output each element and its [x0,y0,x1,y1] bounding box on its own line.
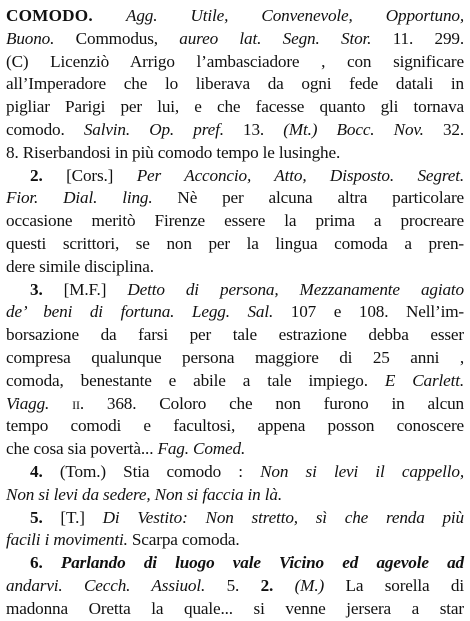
entry-line [6,415,464,438]
entry-line [6,598,464,621]
text-run: che cosa sia povertà... [6,439,158,459]
entry-line [6,142,464,165]
text-run: 32. [423,119,464,139]
text-run [49,394,72,413]
text-run: dere simile disciplina. [6,256,154,276]
text-run: madonna Oretta la quale... si venne jersera a star [6,598,464,618]
sense-3-line [6,279,464,302]
text-run: 107 e 108. Nell’im- [273,302,464,322]
text-run: pigliar Parigi per lui, e che facesse quanto gli tornava [6,97,464,117]
entry-line [6,529,464,552]
text-run [273,576,294,595]
text-run: 3. [30,279,64,299]
text-run: all’Imperadore che lo liberava da ogni fede datali in [6,74,464,94]
text-run: Buono. [6,28,55,48]
text-run: compresa qualunque persona maggiore di 25 anni , [6,347,464,367]
text-run: [M.F.] [63,279,128,299]
entry-line [6,301,464,324]
text-run: Agg. Utile, Convenevole, Opportuno, [125,6,464,25]
text-run: occasione meritò Firenze essere la prima a procreare [6,211,464,231]
text-run: questi scrittori, se non per la lingua comoda a pren- [6,233,464,253]
text-run: Viagg. [6,393,50,413]
entry-line [6,393,464,416]
dictionary-entry [6,5,464,618]
entry-line [6,233,464,256]
text-run: (Tom.) Stia comodo : [59,461,261,481]
entry-line [6,347,464,370]
text-run: (C) Licenziò Arrigo l’ambasciadore , con significare [6,51,464,71]
text-run: 8. Riserbandosi in più comodo tempo le lusinghe. [6,142,341,162]
text-run: ii [72,393,80,413]
text-run: 6. [30,553,61,573]
entry-line [6,575,464,598]
text-run: (M.) [294,575,325,595]
text-run: Parlando di luogo vale Vicino ed agevole ad [60,553,464,573]
text-run: comodo. [6,119,84,139]
entry-line [6,256,464,279]
entry-line [6,210,464,233]
text-run: tempo comodi e facultosi, appena posson conoscere [6,416,464,436]
text-run: 5. [30,507,61,527]
entry-line [6,484,464,507]
text-run: 2. [30,165,67,185]
text-run: facili i movimenti. [6,530,128,550]
text-run: de’ beni di fortuna. Legg. Sal. [6,302,274,322]
text-run: . 368. Coloro che non furono in alcun [79,393,464,413]
sense-5-line [6,507,464,530]
text-run: Nè per alcuna altra particolare [152,188,464,208]
text-run: Fag. Comed. [157,439,246,459]
text-run: Per Acconcio, Atto, Disposto. Segret. [136,165,464,185]
entry-line [6,51,464,74]
text-run: 11. 299. [371,28,464,48]
entry-line [6,28,464,51]
text-run: Salvin. Op. pref. [83,119,224,139]
text-run: 5. [205,575,261,595]
headword: COMODO. [6,6,93,25]
text-run: Di Vestito: Non stretto, sì che renda più [102,507,464,527]
text-run: comoda, benestante e abile a tale impiego. [6,370,385,390]
text-run: Scarpa comoda. [127,530,240,550]
text-run: [Cors.] [66,165,137,185]
sense-2-line [6,165,464,188]
text-run: Detto di persona, Mezzanamente agiato [127,279,464,299]
text-run: Non si levi il cappello, [260,461,464,481]
text-run: E Carlett. [384,370,464,390]
entry-line [6,73,464,96]
text-run: Non si levi da sedere, Non si faccia in là. [6,484,282,504]
text-run: aureo lat. Segn. Stor. [179,28,372,48]
entry-line [6,438,464,461]
text-run: 2. [260,575,274,595]
text-run: 4. [30,461,60,481]
text-run: andarvi. Cecch. Assiuol. [6,575,206,595]
text-run: [T.] [60,507,103,527]
entry-line [6,96,464,119]
text-run: (Mt.) Bocc. Nov. [283,119,424,139]
sense-4-line [6,461,464,484]
sense-6-line [6,552,464,575]
text-run: 13. [223,119,284,139]
text-run: Commodus, [54,28,180,48]
entry-line [6,324,464,347]
line-1-rest [126,6,464,25]
entry-line-1 [6,5,464,28]
entry-line [6,370,464,393]
text-run: La sorella di [324,575,464,595]
text-run: borsazione da farsi per tale estrazione debba esser [6,325,464,345]
entry-line [6,187,464,210]
text-run: Fior. Dial. ling. [6,188,153,208]
entry-line [6,119,464,142]
